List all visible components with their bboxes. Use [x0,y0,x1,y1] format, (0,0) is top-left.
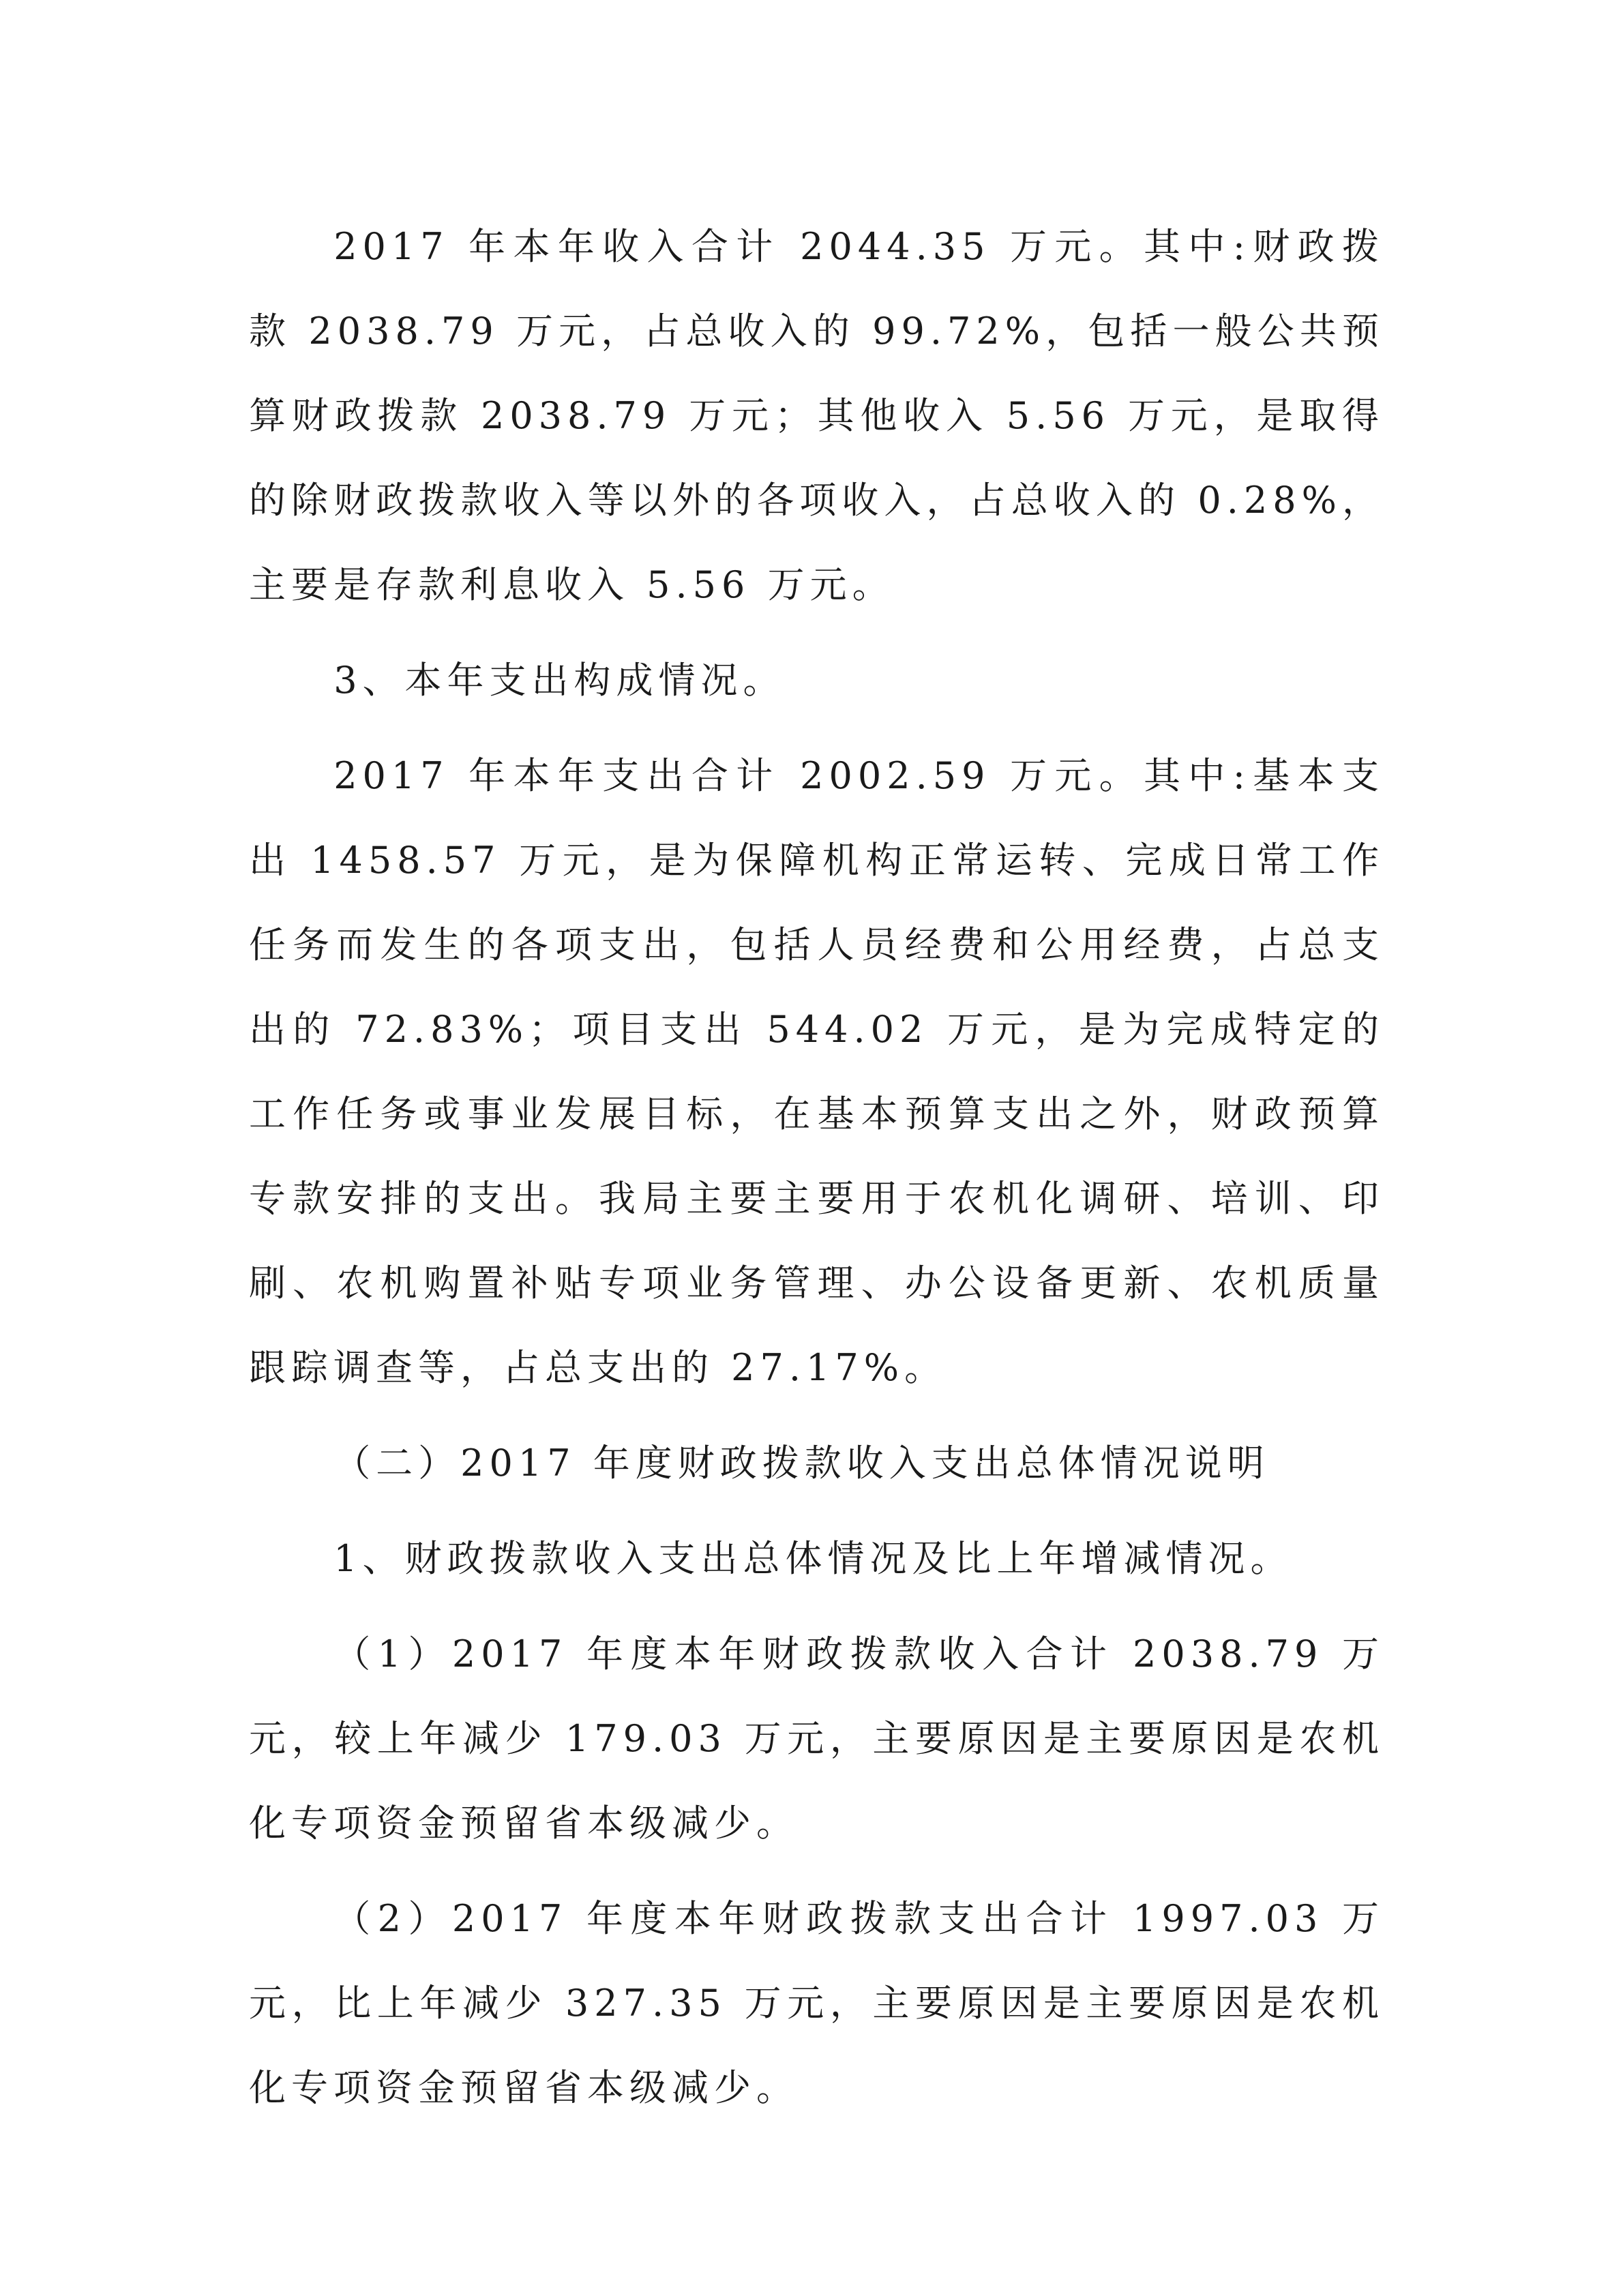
paragraph-income-total: 2017 年本年收入合计 2044.35 万元。其中:财政拨款 2038.79 万元，占总收入的 99.72%，包括一般公共预算财政拨款 2038.79 万元；其他收入 5.56 万元，是取得的除财政拨款收入等以外的各项收入，占总收入的 0.28%，主要是存款利息收入 5.56 万元。 [249,225,1384,606]
heading-section-two: （二）2017 年度财政拨款收入支出总体情况说明 [333,1442,1270,1485]
paragraph-fiscal-expenditure: （2）2017 年度本年财政拨款支出合计 1997.03 万元，比上年减少 327.35 万元，主要原因是主要原因是农机化专项资金预留省本级减少。 [249,1897,1384,2109]
document-body [249,205,1384,2141]
paragraph-expenditure-total: 2017 年本年支出合计 2002.59 万元。其中:基本支出 1458.57 万元，是为保障机构正常运转、完成日常工作任务而发生的各项支出，包括人员经费和公用经费，占总支出的 72.83%；项目支出 544.02 万元，是为完成特定的工作任务或事业发展目标，在基本预算支出之外，财政预算专款安排的支出。我局主要主要用于农机化调研、培训、印刷、农机购置补贴专项业务管理、办公设备更新、农机质量跟踪调查等，占总支出的 27.17%。 [249,754,1384,1389]
heading-fiscal-overview: 1、财政拨款收入支出总体情况及比上年增减情况。 [333,1537,1293,1580]
heading-expenditure-composition: 3、本年支出构成情况。 [333,659,786,702]
paragraph-fiscal-income: （1）2017 年度本年财政拨款收入合计 2038.79 万元，较上年减少 179.03 万元，主要原因是主要原因是农机化专项资金预留省本级减少。 [249,1632,1384,1845]
